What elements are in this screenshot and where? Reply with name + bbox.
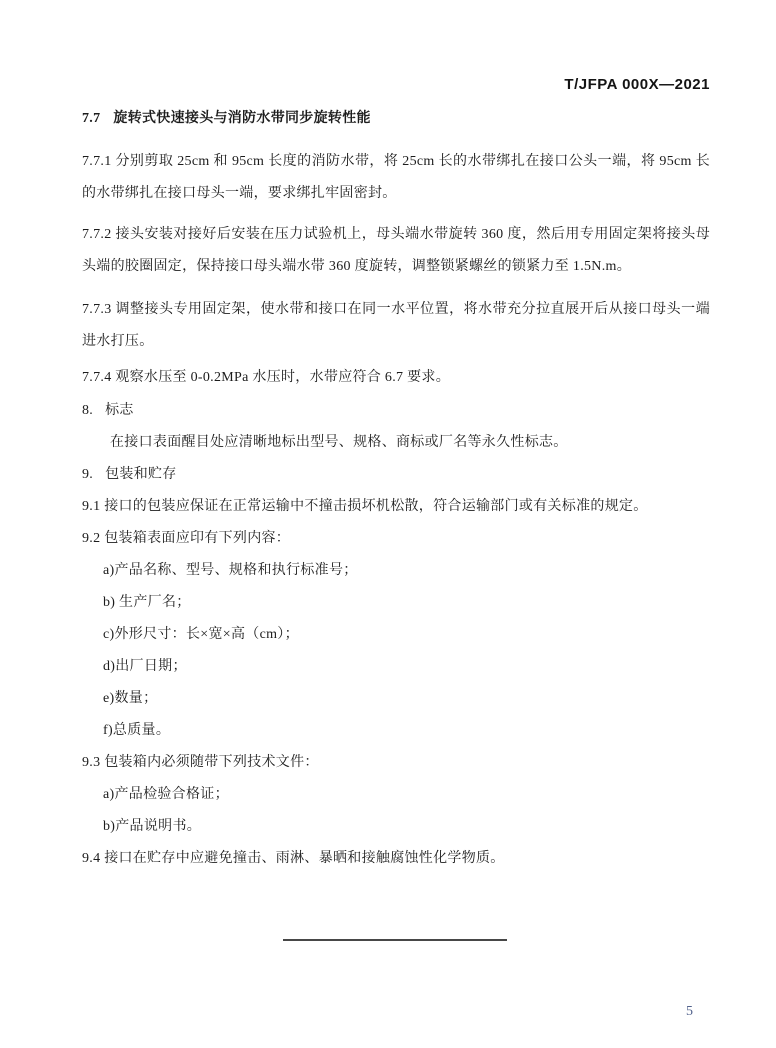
clause-number: 7.7: [82, 111, 101, 126]
list-item: e)数量；: [103, 691, 158, 706]
clause-number: 9.: [82, 467, 94, 482]
clause-9-1-paragraph: 9.1 接口的包装应保证在正常运输中不撞击损坏机松散，符合运输部门或有关标准的规定。: [82, 499, 648, 514]
standard-reference: T/JFPA 000X—2021: [564, 76, 710, 93]
clause-title: 标志: [105, 403, 134, 418]
clause-7-7-4-paragraph: 7.7.4 观察水压至 0-0.2MPa 水压时，水带应符合 6.7 要求。: [82, 370, 451, 385]
clause-9-2-paragraph: 9.2 包装箱表面应印有下列内容：: [82, 531, 291, 546]
list-item: a)产品检验合格证；: [103, 787, 229, 802]
list-item: c)外形尺寸：长×宽×高（cm）；: [103, 627, 299, 642]
list-item: b)产品说明书。: [103, 819, 202, 834]
clause-8-body: 在接口表面醒目处应清晰地标出型号、规格、商标或厂名等永久性标志。: [110, 435, 568, 450]
clause-title: 旋转式快速接头与消防水带同步旋转性能: [113, 111, 371, 126]
list-item: f)总质量。: [103, 723, 171, 738]
list-item: a)产品名称、型号、规格和执行标准号；: [103, 563, 358, 578]
document-body: [82, 103, 710, 875]
clause-7-7-1-paragraph: 7.7.1 分别剪取 25cm 和 95cm 长度的消防水带，将 25cm 长的水带绑扎在接口公头一端，将 95cm 长的水带绑扎在接口母头一端，要求绑扎牢固密封。: [82, 154, 710, 201]
clause-7-7-heading: [82, 103, 710, 135]
page-number: 5: [686, 1004, 693, 1019]
list-item: d)出厂日期；: [103, 659, 187, 674]
clause-title: 包装和贮存: [105, 467, 177, 482]
clause-7-7-3-paragraph: 7.7.3 调整接头专用固定架，使水带和接口在同一水平位置，将水带充分拉直展开后从接口母头一端进水打压。: [82, 302, 710, 349]
list-item: b) 生产厂名；: [103, 595, 191, 610]
clause-8-heading: [82, 395, 710, 427]
clause-9-3-paragraph: 9.3 包装箱内必须随带下列技术文件：: [82, 755, 319, 770]
clause-number: 8.: [82, 403, 94, 418]
footer-divider: [283, 939, 507, 941]
clause-9-heading: [82, 459, 710, 491]
clause-7-7-2-paragraph: 7.7.2 接头安装对接好后安装在压力试验机上，母头端水带旋转 360 度，然后用专用固定架将接头母头端的胶圈固定，保持接口母头端水带 360 度旋转，调整锁紧螺丝的锁紧力至 1.5N.m。: [82, 227, 710, 274]
clause-9-4-paragraph: 9.4 接口在贮存中应避免撞击、雨淋、暴晒和接触腐蚀性化学物质。: [82, 851, 505, 866]
